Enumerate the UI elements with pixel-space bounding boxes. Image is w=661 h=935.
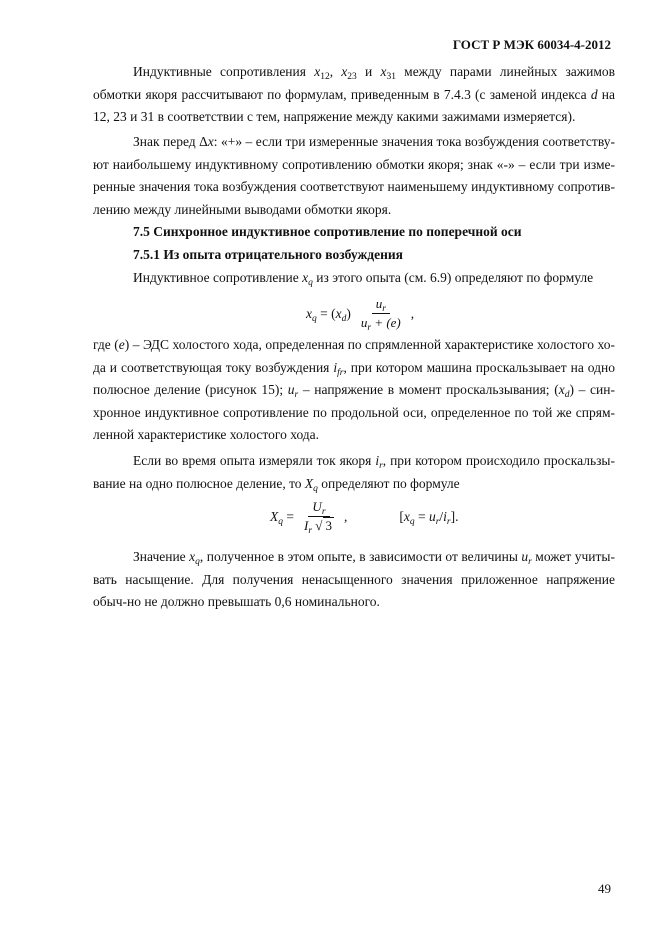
paragraph-3: Индуктивное сопротивление $x_q$ из этого опыта (см. 6.9) определяют по формуле [133,270,594,288]
paragraph-2: Знак перед Δx: «+» – если три измеренные значения тока возбуждения соответству-ют наибольшему индуктивному сопротивлению обмотки якоря; знак «-» – если три изме-ренные значения тока возбуждения соответствуют наименьшему индуктивному сопротив-лению между линейными выводами обмотки якоря. [93,134,615,217]
sqrt-symbol: √ [315,518,323,533]
page-number: 49 [598,881,611,896]
section-heading-7-5: 7.5 Синхронное индуктивное сопротивление по поперечной оси [133,224,522,239]
formula-xq-2: $X_q$ = $\frac{U_r}{I_r √ 3}$ , $[x_q = u_r/i_r]$. [270,499,459,536]
paragraph-1: Индуктивные сопротивления $x_{12}$, $x_{23}$ и $x_{31}$ между парами линейных зажимов обмотки якоря рассчитывают по формулам, приведенным в 7.4.3 (с заменой индекса d на 12, 23 и 31 в соответствии с тем, напряжение между какими зажимами измеряется). [93,64,616,124]
paragraph-6: Значение $x_q$, полученное в этом опыте, в зависимости от величины $u_r$ может учиты-вать насыщение. Для получения ненасыщенного значения приложенное напряжение обыч-но не должно превышать 0,6 номинального. [93,549,615,609]
formula-2-alternative: $[x_q = u_r/i_r]$. [399,508,459,527]
paragraph-5: Если во время опыта измеряли ток якоря $i_r$, при котором происходило проскальзы-вание на одно полюсное деление, то $X_q$ определяют по формуле [93,453,615,494]
paragraph-4: где (e) – ЭДС холостого хода, определенная по спрямленной характеристике холостого хо-да и соответствующая току возбуждения $i_{fr}$, при котором машина проскальзывает на одно полюсное деление (рисунок 15); $u_r$ – напряжение в момент проскальзывания; $(x_d)$ – син-хронное индуктивное сопротивление по продольной оси, определенное по той же спрям-ленной характеристике холостого хода. [93,337,615,442]
formula-2-fraction: $\frac{U_r}{I_r √ 3}$ [304,499,332,536]
standard-header: ГОСТ Р МЭК 60034-4-2012 [452,37,611,52]
section-heading-7-5-1: 7.5.1 Из опыта отрицательного возбуждения [133,247,403,262]
formula-xq-1: $x_q = (x_d)$ $\frac{u_r}{u_r + (e)}$ , [306,296,415,333]
formula-1-fraction: $\frac{u_r}{u_r + (e)}$ [360,296,401,333]
